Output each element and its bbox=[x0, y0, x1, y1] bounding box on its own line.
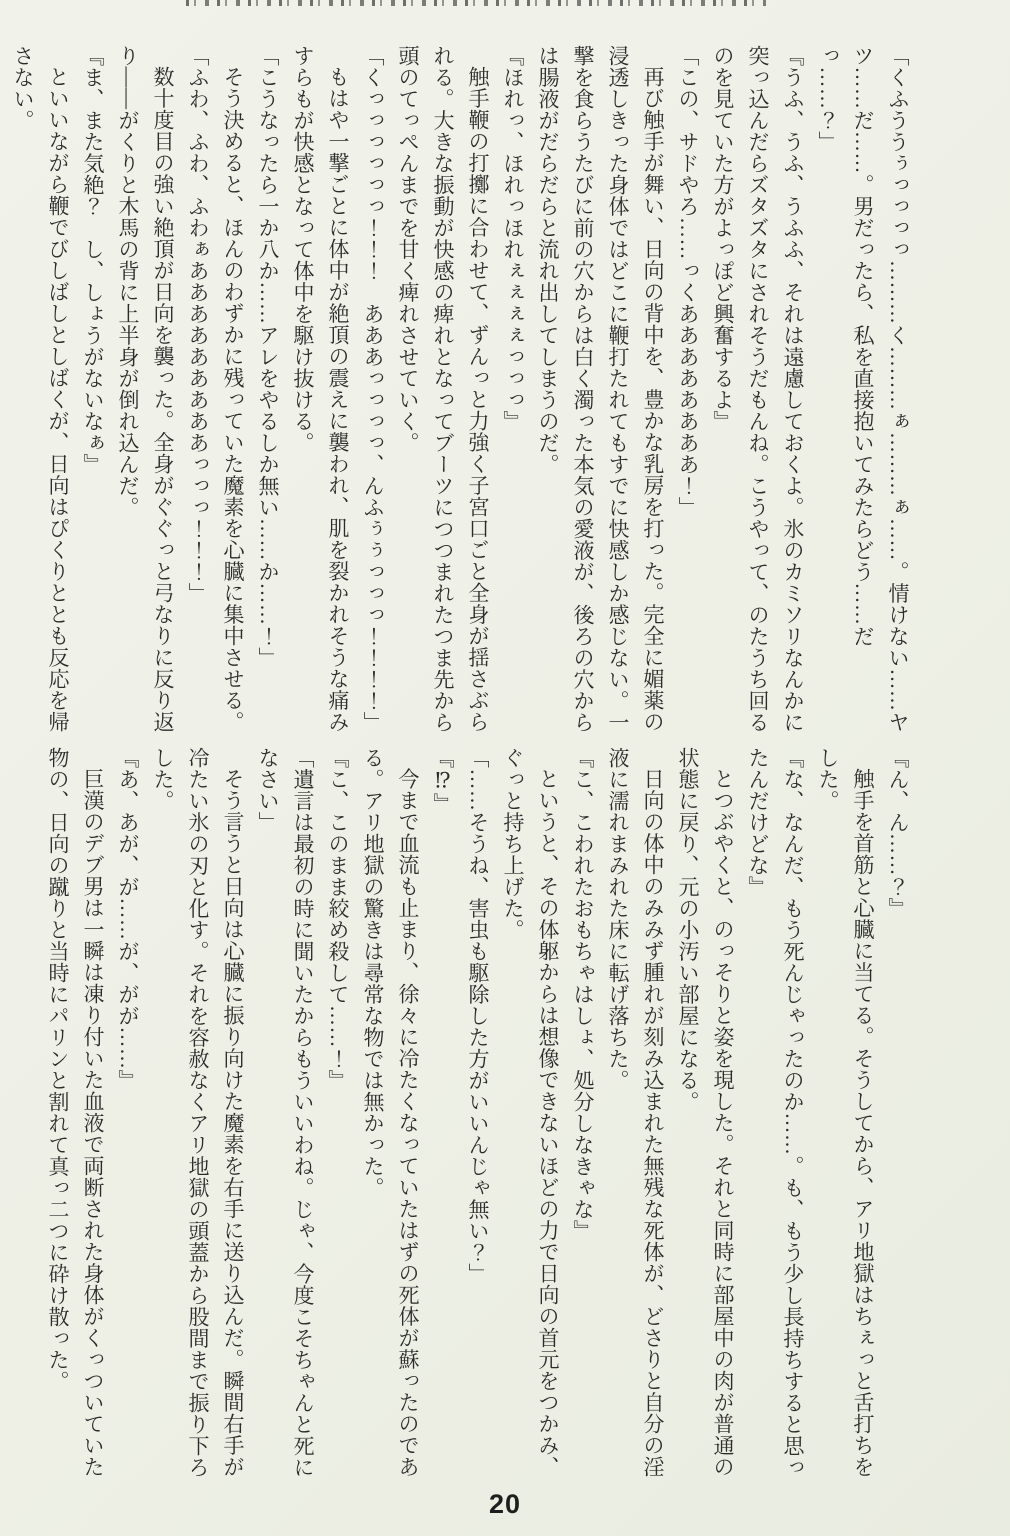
top-text-block bbox=[5, 45, 915, 741]
paragraph: 『ま、また気絶？ し、しょうがないなぁ』 bbox=[81, 45, 105, 475]
paragraph: そう言うと日向は心臓に振り向けた魔素を右手に送り込んだ。瞬間右手が冷たい氷の刃と化す。それを容赦なくアリ地獄の頭蓋から股間まで振り下ろした。 bbox=[151, 747, 245, 1478]
paragraph: 『こ、こわれたおもちゃはしょ、処分しなきゃな』 bbox=[571, 747, 595, 1242]
paragraph: 触手鞭の打擲に合わせて、ずんっと力強く子宮口ごと全身が揺さぶられる。大きな振動が快感の痺れとなってブーツにつつまれたつま先から頭のてっぺんまでを甘く痺れさせていく。 bbox=[396, 45, 490, 733]
paragraph: そう決めると、ほんのわずかに残っていた魔素を心臓に集中させる。 bbox=[221, 66, 245, 733]
paragraph: というと、その体躯からは想像できないほどの力で日向の首元をつかみ、ぐっと持ち上げた。 bbox=[501, 747, 560, 1478]
paragraph: 『こ、このまま絞め殺して……！』 bbox=[326, 747, 350, 1091]
paragraph: 「くふううぅっっっっ………く………ぁ………ぁ……。情けない……ヤツ……だ……。男だったら、私を直接抱いてみたらどう……だっ……？」 bbox=[816, 45, 910, 733]
paragraph: 『あ、あが、が……が、がが……』 bbox=[116, 747, 140, 1091]
page-number: 20 bbox=[488, 1489, 522, 1519]
paragraph: 「ふわ、ふわ、ふわぁあああああああああっっっ！！！」 bbox=[186, 45, 210, 604]
paragraph: もはや一撃ごとに体中が絶頂の震えに襲われ、肌を裂かれそうな痛みすらもが快感となって体中を駆け抜ける。 bbox=[291, 45, 350, 733]
paragraph: 今まで血流も止まり、徐々に冷たくなっていたはずの死体が蘇ったのである。アリ地獄の驚きは尋常な物では無かった。 bbox=[361, 747, 420, 1478]
paragraph: 日向の体中のみみず腫れが刻み込まれた無残な死体が、どさりと自分の淫液に濡れまみれた床に転げ落ちた。 bbox=[606, 747, 665, 1478]
paragraph: 『ん、ん……？』 bbox=[886, 747, 910, 919]
bottom-text-block bbox=[40, 747, 915, 1487]
paragraph: 巨漢のデブ男は一瞬は凍り付いた血液で両断された身体がくっついていた物の、日向の蹴りと当時にパリンと割れて真っ二つに砕け散った。 bbox=[46, 747, 105, 1478]
paragraph: 『な、なんだ、もう死んじゃったのか……。も、もう少し長持ちすると思ったんだけどな』 bbox=[746, 747, 805, 1478]
paragraph: 数十度目の強い絶頂が日向を襲った。全身がぐぐっと弓なりに反り返り――がくりと木馬の背に上半身が倒れ込んだ。 bbox=[116, 45, 175, 733]
paragraph: といいながら鞭でびしばしとしばくが、日向はぴくりととも反応を帰さない。 bbox=[11, 45, 70, 733]
paragraph: 「遺言は最初の時に聞いたからもういいわね。じゃ、今度こそちゃんと死になさい」 bbox=[256, 747, 315, 1478]
paragraph: 「こうなったら一か八か……アレをやるしか無い……か……！」 bbox=[256, 45, 280, 669]
paragraph: 「くっっっっっっ！！！ あああっっっっ、んふぅぅっっっ！！！！」 bbox=[361, 45, 385, 733]
paragraph: 触手を首筋と心臓に当てる。そうしてから、アリ地獄はちぇっと舌打ちをした。 bbox=[816, 747, 875, 1478]
paragraph: 再び触手が舞い、日向の背中を、豊かな乳房を打った。完全に媚薬の浸透しきった身体ではどこに鞭打たれてもすでに快感しか感じない。一撃を食らうたびに前の穴からは白く濁った本気の愛液が、後ろの穴からは腸液がだらだらと流れ出してしまうのだ。 bbox=[536, 45, 665, 733]
paragraph: 『うふ、うふ、うふふ、それは遠慮しておくよ。氷のカミソリなんかに突っ込んだらズタズタにされそうだもんね。こうやって、のたうち回るのを見ていた方がよっぽど興奮するよ』 bbox=[711, 45, 805, 733]
paragraph: 「この、サドやろ……っくああああああああ！」 bbox=[676, 45, 700, 518]
paragraph: 「……そうね、害虫も駆除した方がいいんじゃ無い？」 bbox=[466, 747, 490, 1285]
scan-edge-text-fragment bbox=[186, 0, 766, 6]
paragraph: とつぶやくと、のっそりと姿を現した。それと同時に部屋中の肉が普通の状態に戻り、元の小汚い部屋になる。 bbox=[676, 747, 735, 1478]
paragraph: 『⁉』 bbox=[431, 747, 455, 815]
paragraph: 『ほれっ、ほれっほれぇぇぇぇっっっ』 bbox=[501, 45, 525, 432]
